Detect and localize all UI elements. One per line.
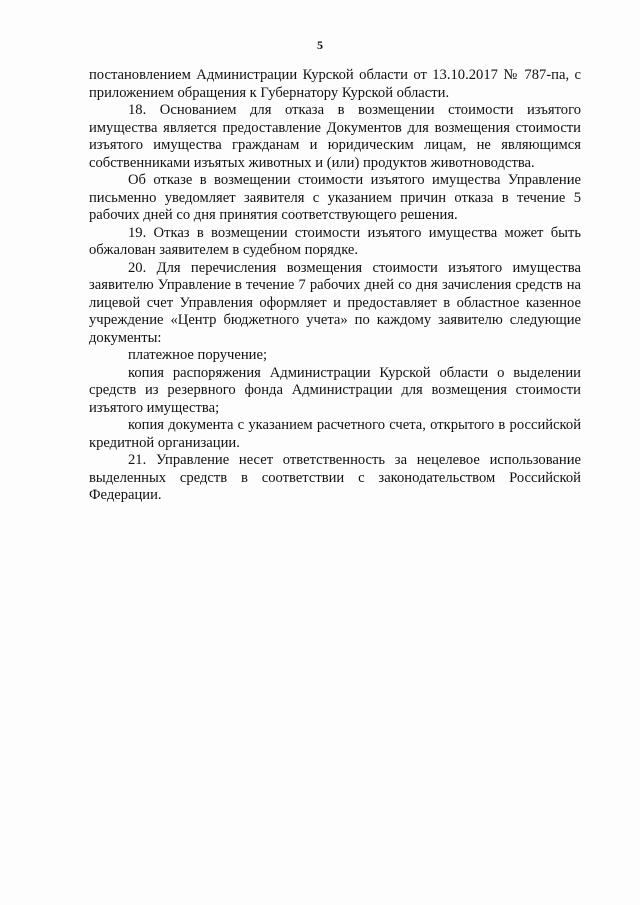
paragraph-refusal-notice: Об отказе в возмещении стоимости изъятого имущества Управление письменно уведомляет заявителя с указанием причин отказа в течение 5 рабочих дней со дня принятия соответствующего решения. bbox=[89, 172, 581, 223]
document-list-item-order-copy: копия распоряжения Администрации Курской области о выделении средств из резервного фонда Администрации для возмещения стоимости изъятого имущества; bbox=[89, 364, 581, 416]
paragraph-item-20: 20. Для перечисления возмещения стоимости изъятого имущества заявителю Управление в течение 7 рабочих дней со дня зачисления средств на лицевой счет Управления оформляет и предоставляет в областное казенное учреждение «Центр бюджетного учета» по каждому заявителю следующие документы: bbox=[89, 259, 581, 346]
page-number: 5 bbox=[317, 38, 323, 52]
document-list-item-account-copy: копия документа с указанием расчетного счета, открытого в российской кредитной организации. bbox=[89, 417, 581, 451]
paragraph-item-19: 19. Отказ в возмещении стоимости изъятого имущества может быть обжалован заявителем в судебном порядке. bbox=[89, 224, 581, 258]
paragraph-continuation: постановлением Администрации Курской области от 13.10.2017 № 787-па, с приложением обращения к Губернатору Курской области. bbox=[89, 67, 581, 101]
document-list-item-payment-order: платежное поручение; bbox=[128, 347, 268, 363]
paragraph-item-18: 18. Основанием для отказа в возмещении стоимости изъятого имущества является предоставление Документов для возмещения стоимости изъятого имущества гражданам и юридическим лицам, не являющимся собственниками изъятых животных и (или) продуктов животноводства. bbox=[89, 102, 581, 171]
paragraph-item-21: 21. Управление несет ответственность за нецелевое использование выделенных средств в соответствии с законодательством Российской Федерации. bbox=[89, 452, 581, 503]
document-body bbox=[89, 67, 581, 505]
